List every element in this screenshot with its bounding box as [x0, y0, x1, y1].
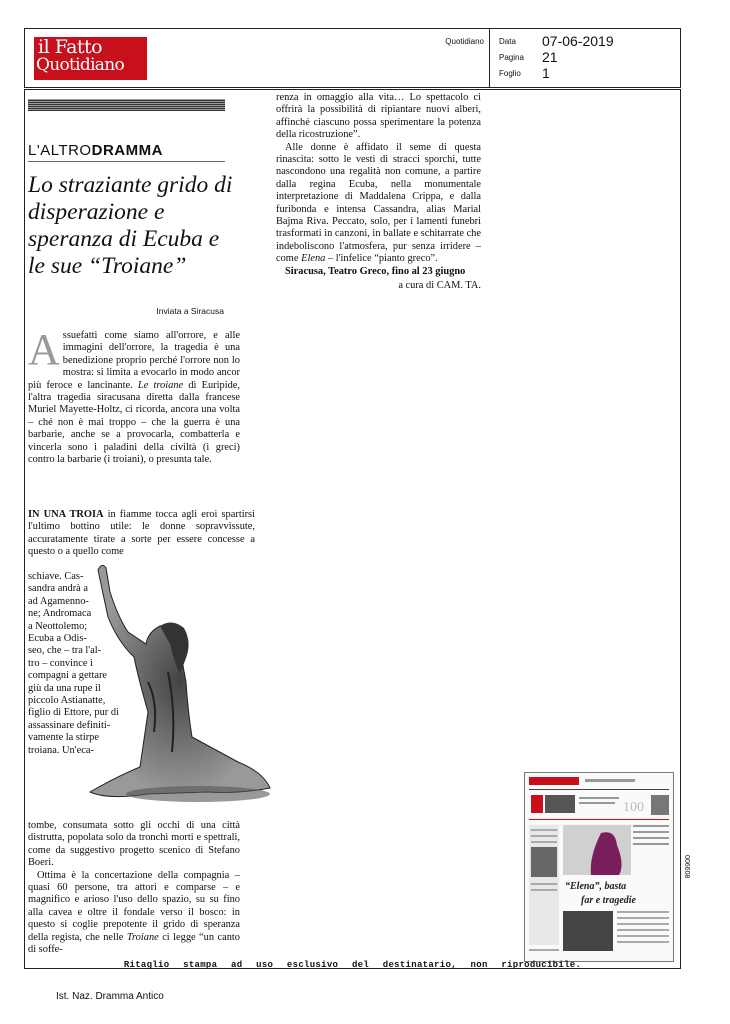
source-footer: Ist. Naz. Dramma Antico [56, 991, 164, 1002]
paragraph-text: Ottima è la concertazione della compagnia – quasi 60 persone, tra attori e comparse – e magnifico e arioso l'uso dello spazio, su su fino alla cavea e oltre il fondale verso il bosco: in questo si coglie prepotente il grido di speranza della regista, che nelle [28, 869, 240, 943]
work-title: Le troiane [137, 379, 184, 391]
thumbnail-graphic [525, 773, 673, 961]
thumbnail-headline-2: far e tragedie [581, 895, 636, 906]
article-column-2 [276, 92, 481, 293]
paragraph-lead: IN UNA TROIA [28, 509, 104, 520]
logo-line-2: Quotidiano [36, 55, 125, 75]
wrapped-line: vamente la stirpe [28, 732, 99, 744]
wrapped-line: schiave. Cas- [28, 571, 84, 582]
paragraph-text: di Euripide, l'altra tragedia siracusana diretta dalla francese Muriel Mayette-Holtz, ci ricorda, ancora una volta – ché non è mai troppo – che la guerra è una barbarie, anche se a provocarla, combatterla e vincerla sono i paladini della civiltà (i greci) contro la barbarie (i troiani), o presunta tale. [28, 379, 240, 466]
page-thumbnail [524, 772, 674, 962]
wrapped-line: ne; Andromaca [28, 608, 92, 620]
section-rule [28, 161, 225, 162]
logo-line-1: il Fatto [38, 36, 103, 58]
wrapped-line: troiana. Un'eca- [28, 744, 94, 756]
wrapped-line: compagni a gettare [28, 670, 108, 682]
clipping-header [24, 28, 681, 88]
wrapped-line: giù da una rupe il [28, 682, 101, 694]
publication-type: Quotidiano [445, 37, 484, 46]
meta-value: 1 [542, 65, 550, 81]
article-column-1 [28, 325, 240, 466]
hatched-bar [28, 99, 225, 111]
byline: Inviata a Siracusa [156, 306, 224, 316]
paragraph-text: ssuefatti come siamo all'orrore, e alle immagini dell'orrore, la tragedia è una benedizione proprio perché l'orrore non lo mostra: si limita a evocarlo in modo ancor più feroce e lancinante. [28, 330, 240, 391]
signature: a cura di CAM. TA. [398, 280, 481, 292]
section-label-light: L'ALTRO [28, 142, 92, 159]
header-divider [489, 29, 490, 87]
work-title: Troiane [126, 931, 159, 943]
wrapped-line: Ecuba a Odis- [28, 633, 87, 644]
wrapped-line: tro – convince i [28, 657, 93, 669]
work-title: Elena [301, 253, 326, 265]
section-label [28, 142, 163, 159]
wrapped-line: seo, che – tra l'al- [28, 645, 102, 657]
article-column-1-part-2 [28, 509, 255, 559]
venue-info: Siracusa, Teatro Greco, fino al 23 giugno [285, 265, 466, 277]
paragraph-2-end [28, 820, 240, 870]
thumbnail-headline-1: “Elena”, basta [565, 881, 627, 892]
newspaper-logo [34, 37, 147, 80]
article-title: Lo straziante grido di disperazione e speranza di Ecuba e le sue “Troiane” [28, 172, 233, 279]
wrapped-line: piccolo Astianatte, [28, 695, 106, 706]
paragraph-text: in fiamme tocca agli eroi spartirsi l'ultimo bottino utile: le donne sopravvissute, accuratamente tirate a sorte per essere concesse a questo o a quello come [28, 509, 255, 558]
paragraph-1 [28, 325, 240, 466]
meta-label: Data [499, 37, 516, 46]
drop-cap: A [28, 325, 60, 374]
meta-label: Pagina [499, 53, 524, 62]
paragraph-text: tombe, consumata sotto gli occhi di una città distrutta, popolata solo da tronchi morti e spettrali, come da suggestivo progetto scenico di Stefano Boeri. [28, 820, 240, 869]
thumbnail-number: 100 [623, 800, 644, 815]
wrapped-line: assassinare definiti- [28, 719, 111, 731]
meta-value: 21 [542, 49, 558, 65]
section-label-bold: DRAMMA [91, 142, 163, 159]
paragraph-text: renza in omaggio alla vita… Lo spettacolo ci offrirà la possibilità di ripiantare nuovi alberi, affinché ciascuno possa sperimentare la potenza della ricostruzione”. [276, 92, 481, 141]
paragraph-2 [28, 509, 255, 559]
paragraph-5 [276, 142, 481, 266]
paragraph-text: Alle donne è affidato il seme di questa rinascita: sotto le vesti di stracci sporchi, tutte nascondono una regalità non comune, a partire dalla regina Ecuba, nella monumentale interpretazione di Maddalena Crippa, e dalla furibonda e intensa Cassandra, alias Marial Bajma Riva. Peccato, solo, per i lamenti funebri trasformati in canzoni, in ballate e schitarrate che indeboliscono l'atmosfera, pur senza irridere – come [276, 141, 481, 265]
side-code: 006608 [683, 855, 690, 879]
paragraph-text: – l'infelice “pianto greco”. [325, 253, 438, 265]
wrapped-line: a Neottolemo; [28, 620, 88, 632]
wrapped-line: figlio di Ettore, pur di [28, 707, 119, 719]
article-column-1-part-3 [28, 820, 240, 956]
meta-value: 07-06-2019 [542, 33, 614, 49]
wrapped-line: sandra andrà a [28, 583, 88, 595]
paragraph-3 [28, 870, 240, 957]
meta-label: Foglio [499, 69, 521, 78]
paragraph-4 [276, 92, 481, 142]
wrapped-line: ad Agamenno- [28, 595, 89, 607]
paragraph-text: ci legge “un canto di soffe- [28, 931, 240, 956]
disclaimer: Ritaglio stampa ad uso esclusivo del destinatario, non riproducibile. [123, 960, 582, 970]
